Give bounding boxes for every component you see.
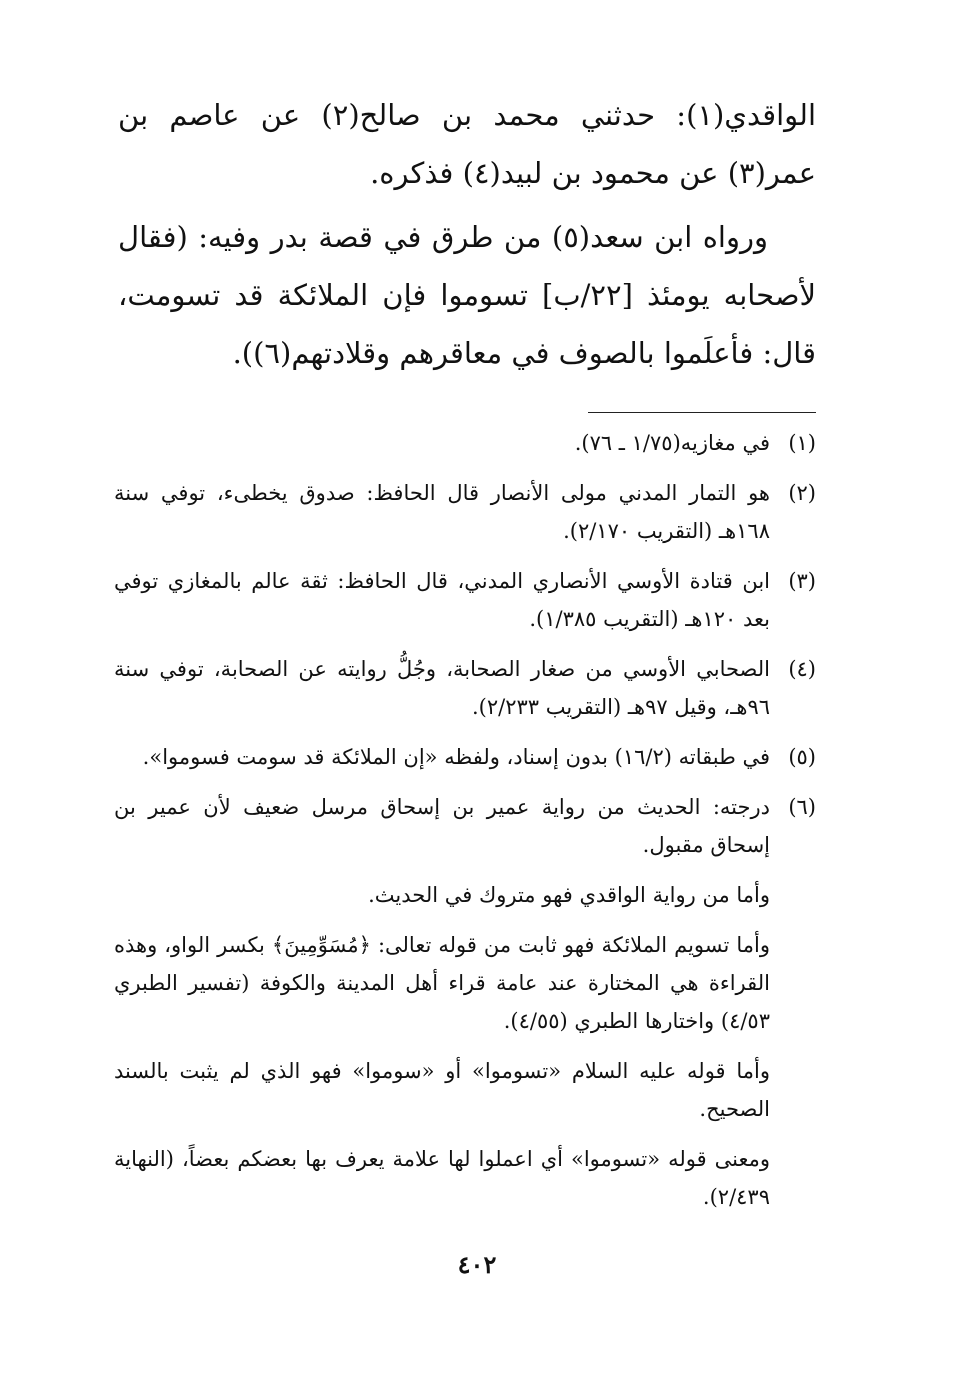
footnote xyxy=(114,738,816,776)
footnote-text: في مغازيه(١/٧٥ ـ ٧٦). xyxy=(574,431,770,455)
footnote-number: (٢) xyxy=(788,481,816,505)
footnote-divider xyxy=(588,412,816,413)
footnote-text: درجته: الحديث من رواية عمير بن إسحاق مرسل ضعيف لأن عمير بن إسحاق مقبول. xyxy=(114,795,770,857)
footnote-text: في طبقاته (١٦/٢) بدون إسناد، ولفظه «إن الملائكة قد سومت فسوموا». xyxy=(142,745,770,769)
footnote xyxy=(114,474,816,550)
footnotes xyxy=(114,424,816,1228)
footnote-continuation: وأما تسويم الملائكة فهو ثابت من قوله تعالى: ﴿مُسَوِّمِينَ﴾ بكسر الواو، وهذه القراءة هي المختارة عند عامة قراء أهل المدينة والكوفة (تفسير الطبري ٤/٥٣) واختارها الطبري (٤/٥٥). xyxy=(114,933,770,1033)
footnote-number: (١) xyxy=(788,431,816,455)
footnote-text: ابن قتادة الأوسي الأنصاري المدني، قال الحافظ: ثقة عالم بالمغازي توفي بعد ١٢٠هـ (التقريب ١/٣٨٥). xyxy=(114,569,771,631)
footnote-text: هو التمار المدني مولى الأنصار قال الحافظ: صدوق يخطىء، توفي سنة ١٦٨هـ (التقريب ٢/١٧٠). xyxy=(114,481,770,543)
footnote xyxy=(114,788,816,864)
footnote-number: (٥) xyxy=(788,745,816,769)
footnote xyxy=(114,650,816,726)
footnote xyxy=(114,562,816,638)
footnote-number: (٦) xyxy=(788,795,816,819)
footnote-continuation: وأما من رواية الواقدي فهو متروك في الحديث. xyxy=(368,883,770,907)
footnote-number: (٣) xyxy=(788,569,816,593)
footnote-text: الصحابي الأوسي من صغار الصحابة، وجُلُّ روايته عن الصحابة، توفي سنة ٩٦هـ، وقيل ٩٧هـ (التقريب ٢/٢٣٣). xyxy=(114,657,770,719)
footnote xyxy=(114,424,816,462)
page-number: ٤٠٢ xyxy=(457,1250,497,1279)
footnote-number: (٤) xyxy=(788,657,816,681)
footnote-continuation: وأما قوله عليه السلام «تسوموا» أو «سوموا» فهو الذي لم يثبت بالسند الصحيح. xyxy=(114,1059,770,1121)
main-paragraph: ورواه ابن سعد(٥) من طرق في قصة بدر وفيه: (فقال لأصحابه يومئذ [٢٢/ب] تسوموا فإن الملائكة قد تسومت، قال: فأعلَموا بالصوف في معاقرهم وقلادتهم(٦)). xyxy=(118,220,816,370)
main-paragraph: الواقدي(١): حدثني محمد بن صالح(٢) عن عاصم بن عمر(٣) عن محمود بن لبيد(٤) فذكره. xyxy=(118,98,816,190)
main-text xyxy=(118,86,816,388)
footnote-continuation: ومعنى قوله «تسوموا» أي اعملوا لها علامة يعرف بها بعضكم بعضاً، (النهاية ٢/٤٣٩). xyxy=(114,1147,770,1209)
